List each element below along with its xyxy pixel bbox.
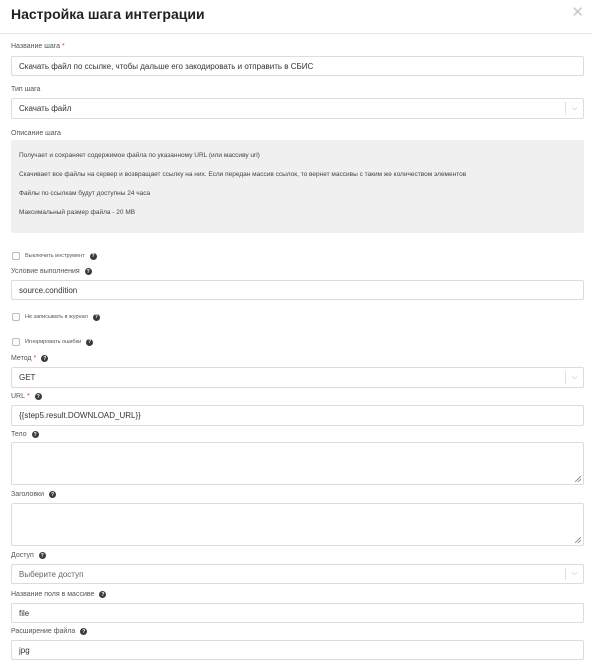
required-mark: * (33, 355, 37, 362)
step-type-label: Тип шага (11, 86, 41, 93)
body-label: Тело ? (11, 431, 37, 438)
array-field-name-label: Название поля в массиве ? (11, 591, 105, 598)
dialog-header (0, 0, 592, 34)
help-icon[interactable]: ? (91, 253, 95, 259)
description-line: Файлы по ссылкам будут доступны 24 часа (19, 190, 151, 197)
chevron-down-icon[interactable]: ⌵ (565, 568, 583, 580)
resize-handle-icon[interactable] (575, 476, 581, 482)
resize-handle-icon[interactable] (575, 537, 581, 543)
checkbox-box[interactable] (12, 338, 20, 346)
help-icon[interactable]: ? (82, 628, 86, 635)
help-icon[interactable]: ? (33, 431, 37, 438)
help-icon[interactable]: ? (88, 339, 92, 345)
ignore-errors-checkbox[interactable]: Игнорировать ошибки ? (12, 338, 93, 346)
close-icon[interactable]: ✕ (571, 4, 584, 21)
dialog-title: Настройка шага интеграции (11, 6, 205, 22)
description-label: Описание шага (11, 130, 61, 137)
headers-textarea[interactable] (11, 503, 584, 546)
description-line: Скачивает все файлы на сервер и возвращает ссылку на них. Если передан массив ссылок, то вернет массивы с таким же количеством элементов (19, 171, 467, 178)
required-mark: * (62, 43, 65, 50)
step-name-input[interactable]: Скачать файл по ссылке, чтобы дальше его закодировать и отправить в СБИС (11, 56, 584, 76)
headers-label: Заголовки ? (11, 491, 55, 498)
file-extension-label: Расширение файла ? (11, 628, 86, 635)
chevron-down-icon[interactable]: ⌵ (565, 371, 583, 384)
method-label: Метод * ? (11, 355, 47, 362)
chevron-down-icon[interactable]: ⌵ (565, 102, 583, 115)
access-select[interactable]: Выберите доступ ⌵ (11, 564, 584, 584)
condition-input[interactable]: source.condition (11, 280, 584, 300)
help-icon[interactable]: ? (50, 491, 55, 498)
description-box (11, 140, 584, 233)
step-name-label: Название шага * (11, 43, 65, 50)
file-extension-input[interactable]: jpg (11, 640, 584, 660)
help-icon[interactable]: ? (101, 591, 105, 598)
url-input[interactable]: {{step5.result.DOWNLOAD_URL}} (11, 405, 584, 426)
access-label: Доступ ? (11, 552, 44, 559)
condition-label: Условие выполнения ? (11, 268, 90, 275)
array-field-name-input[interactable]: file (11, 603, 584, 623)
step-type-select[interactable]: Скачать файл ⌵ (11, 98, 584, 119)
required-mark: * (27, 393, 30, 400)
checkbox-box[interactable] (12, 252, 20, 260)
help-icon[interactable]: ? (40, 552, 44, 559)
body-textarea[interactable] (11, 442, 584, 485)
help-icon[interactable]: ? (86, 268, 90, 275)
disable-tool-checkbox[interactable]: Выключить инструмент ? (12, 252, 97, 260)
help-icon[interactable]: ? (43, 355, 47, 362)
no-log-checkbox[interactable]: Не записывать в журнал ? (12, 313, 100, 321)
url-label: URL * ? (11, 393, 40, 400)
method-select[interactable]: GET ⌵ (11, 367, 584, 388)
checkbox-box[interactable] (12, 313, 20, 321)
description-line: Получает и сохраняет содержимое файла по указанному URL (или массиву url) (19, 152, 260, 159)
help-icon[interactable]: ? (36, 393, 40, 400)
description-line: Максимальный размер файла - 20 MB (19, 209, 136, 216)
help-icon[interactable]: ? (94, 314, 98, 320)
